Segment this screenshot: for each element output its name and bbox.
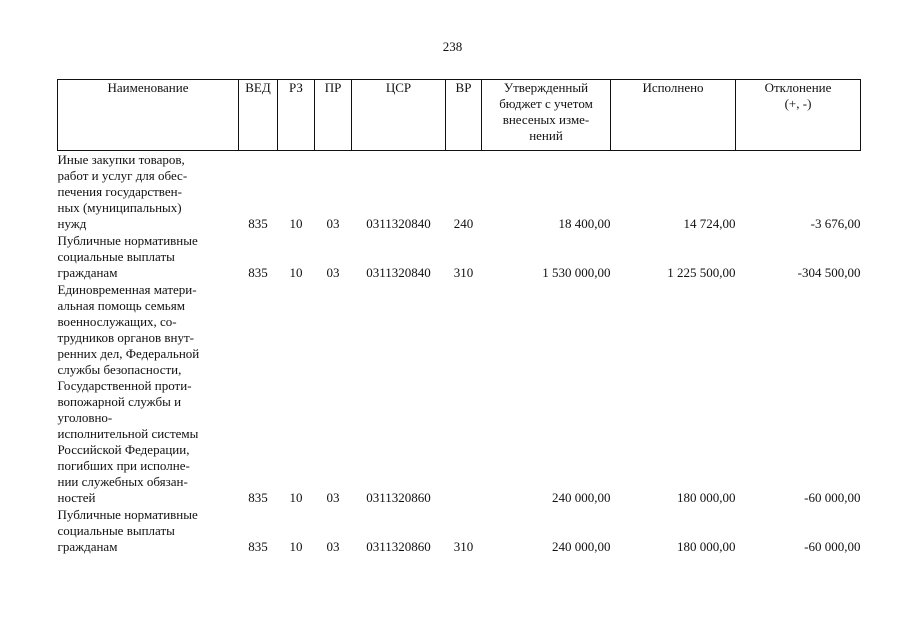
name-line: социальные выплаты [57,523,175,538]
header-vr: ВР [446,80,482,151]
cell-vr [446,281,482,506]
name-line: погибших при исполне- [57,458,190,473]
table-row [58,281,861,506]
name-line: уголовно- [57,410,113,425]
header-deviation-line: (+, -) [784,96,812,111]
budget-table [57,79,861,555]
cell-vr: 240 [453,216,474,231]
cell-name [58,281,239,506]
header-approved-line: бюджет с учетом [499,96,593,111]
cell-pr: 03 [326,539,340,554]
cell-ved: 835 [248,539,268,554]
name-line: Публичные нормативные [57,507,198,522]
cell-csr: 0311320840 [366,265,431,280]
table-row [58,151,861,233]
name-line: вопожарной службы и [57,394,182,409]
header-name: Наименование [58,80,239,151]
header-ved: ВЕД [239,80,278,151]
cell-deviation: -304 500,00 [797,265,861,280]
cell-pr: 03 [326,265,340,280]
name-line: гражданам [57,265,118,280]
cell-executed: 1 225 500,00 [667,265,736,280]
cell-csr: 0311320860 [366,490,431,505]
name-line: нии служебных обязан- [57,474,188,489]
header-deviation-line: Отклонение [764,80,832,95]
cell-approved: 18 400,00 [558,216,611,231]
table-row [58,232,861,281]
header-approved-line: внесеных изме- [502,112,590,127]
cell-executed: 14 724,00 [683,216,736,231]
cell-approved: 240 000,00 [552,490,611,505]
name-line: ных (муниципальных) [57,200,182,215]
name-line: гражданам [57,539,118,554]
cell-approved: 1 530 000,00 [542,265,611,280]
cell-pr: 03 [326,216,340,231]
cell-name [58,151,239,233]
name-line: Российской Федерации, [57,442,190,457]
cell-vr: 310 [453,265,474,280]
cell-deviation: -60 000,00 [804,490,861,505]
cell-deviation: -60 000,00 [804,539,861,554]
name-line: социальные выплаты [57,249,175,264]
header-pr: ПР [315,80,352,151]
cell-approved: 240 000,00 [552,539,611,554]
cell-ved: 835 [248,216,268,231]
cell-rz: 10 [289,265,303,280]
cell-ved: 835 [248,265,268,280]
header-approved-line: Утвержденный [503,80,589,95]
header-row [58,80,861,151]
table-body [58,151,861,556]
cell-csr: 0311320840 [366,216,431,231]
cell-executed: 180 000,00 [677,490,736,505]
header-rz: РЗ [278,80,315,151]
cell-rz: 10 [289,490,303,505]
name-line: военнослужащих, со- [57,314,177,329]
name-line: работ и услуг для обес- [57,168,188,183]
name-line: ностей [57,490,96,505]
header-approved-line: нений [529,128,563,143]
name-line: трудников органов внут- [57,330,194,345]
header-executed: Исполнено [611,80,736,151]
cell-pr: 03 [326,490,340,505]
name-line: Единовременная матери- [57,282,197,297]
header-approved [482,80,611,151]
name-line: Иные закупки товаров, [57,152,185,167]
cell-vr: 310 [453,539,474,554]
cell-csr: 0311320860 [366,539,431,554]
cell-rz: 10 [289,539,303,554]
table-row [58,506,861,555]
name-line: альная помощь семьям [57,298,185,313]
cell-executed: 180 000,00 [677,539,736,554]
name-line: нужд [57,216,87,231]
header-deviation [736,80,861,151]
page-number: 238 [442,39,463,54]
name-line: ренних дел, Федеральной [57,346,200,361]
name-line: исполнительной системы [57,426,199,441]
cell-rz: 10 [289,216,303,231]
cell-deviation: -3 676,00 [810,216,861,231]
name-line: Публичные нормативные [57,233,198,248]
name-line: службы безопасности, [57,362,182,377]
cell-name [58,232,239,281]
cell-name [58,506,239,555]
name-line: печения государствен- [57,184,182,199]
cell-ved: 835 [248,490,268,505]
header-csr: ЦСР [352,80,446,151]
name-line: Государственной проти- [57,378,192,393]
